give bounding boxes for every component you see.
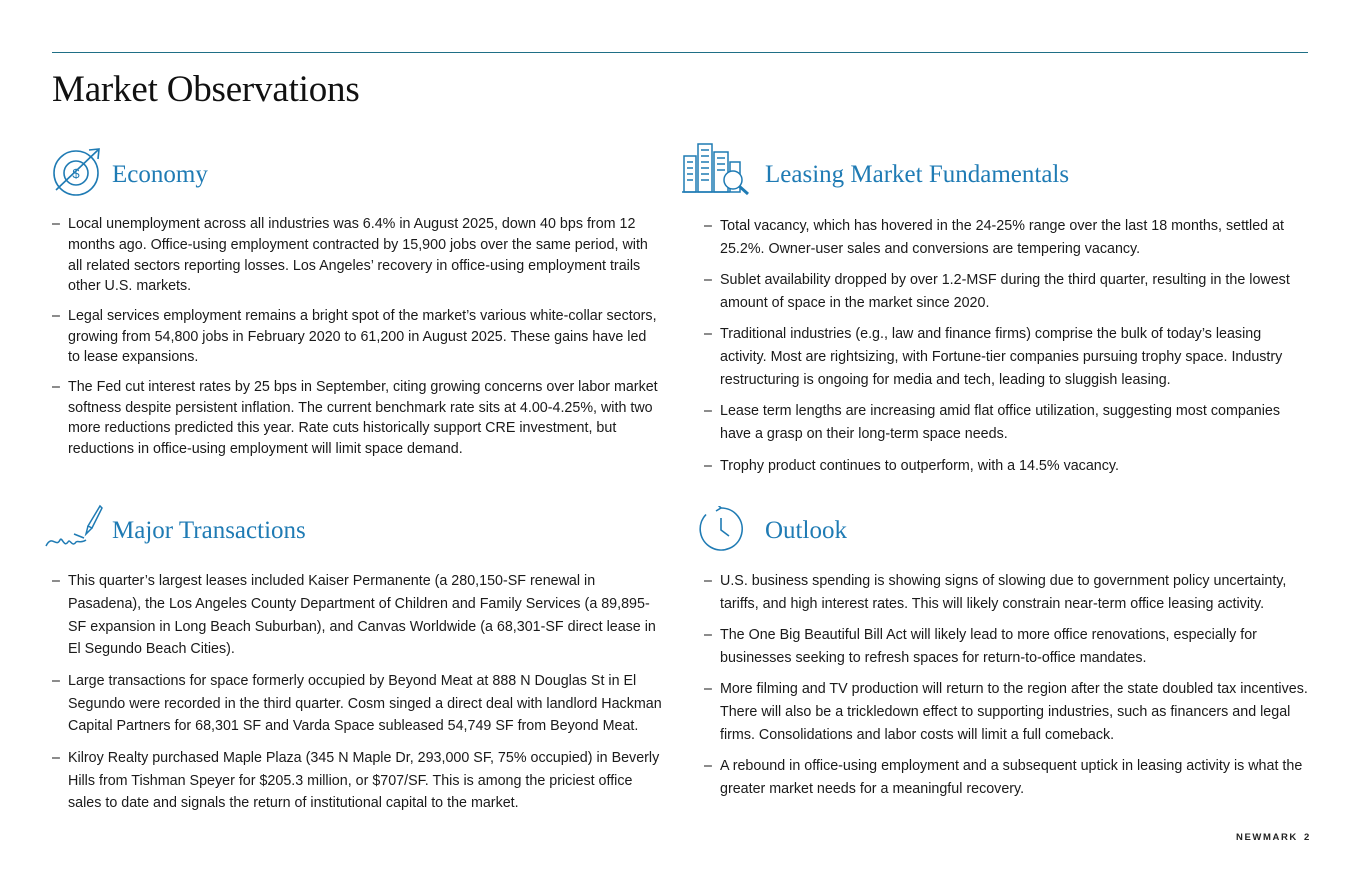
economy-bullets <box>52 214 662 460</box>
outlook-bullet-3: – More filming and TV production will return to the region after the state doubled tax incentives. There will also be a trickledown effect to supporting industries, such as financers and legal firms. Consolidations and labor costs will limit a full comeback. <box>704 678 1310 746</box>
leasing-bullet-5: – Trophy product continues to outperform, with a 14.5% vacancy. <box>704 455 1310 478</box>
svg-text:$: $ <box>72 166 80 181</box>
outlook-bullet-4: – A rebound in office-using employment and a subsequent uptick in leasing activity is what the greater market needs for a meaningful recovery. <box>704 755 1310 801</box>
economy-bullet-3: – The Fed cut interest rates by 25 bps in September, citing growing concerns over labor market softness despite persistent inflation. The current benchmark rate sits at 4.00-4.25%, with two more reductions predicted this year. Rate cuts historically support CRE investment, but reductions in office-using employment will limit space demand. <box>52 377 662 460</box>
economy-bullet-2: – Legal services employment remains a bright spot of the market’s various white-collar sectors, growing from 54,800 jobs in February 2020 to 61,200 in August 2025. These gains have led to lease expansions. <box>52 306 662 368</box>
outlook-bullet-1: – U.S. business spending is showing signs of slowing due to government policy uncertainty, tariffs, and high interest rates. This will likely constrain near-term office leasing activity. <box>704 570 1310 616</box>
buildings-search-icon <box>682 142 752 196</box>
economy-header <box>52 146 662 206</box>
transactions-header <box>52 502 662 562</box>
outlook-bullets <box>704 570 1310 801</box>
transactions-bullet-1: – This quarter’s largest leases included Kaiser Permanente (a 280,150-SF renewal in Pasadena), the Los Angeles County Department of Children and Family Services (a 89,895-SF expansion in Long Beach Suburban), and Canvas Worldwide (a 68,301-SF direct lease in El Segundo Beach Cities). <box>52 570 662 661</box>
economy-bullet-1: – Local unemployment across all industries was 6.4% in August 2025, down 40 bps from 12 months ago. Office-using employment contracted by 15,900 jobs over the same period, with all related sectors reporting losses. Los Angeles’ recovery in office-using employment trails other U.S. markets. <box>52 214 662 297</box>
leasing-bullet-2: – Sublet availability dropped by over 1.2-MSF during the third quarter, resulting in the lowest amount of space in the market since 2020. <box>704 269 1310 315</box>
signature-icon <box>44 504 104 554</box>
leasing-bullet-3: – Traditional industries (e.g., law and finance firms) comprise the bulk of today’s leasing activity. Most are rightsizing, with Fortune-tier companies pursuing trophy space. Industry restructuring is ongoing for media and tech, leading to sluggish leasing. <box>704 323 1310 391</box>
transactions-bullets <box>52 570 662 815</box>
transactions-section <box>52 502 662 815</box>
outlook-title: Outlook <box>765 517 847 544</box>
outlook-header <box>682 502 1310 562</box>
leasing-section <box>682 146 1310 477</box>
page-title: Market Observations <box>52 69 360 110</box>
leasing-bullets <box>704 215 1310 477</box>
page-number: 2 <box>1304 832 1310 843</box>
transactions-bullet-3: – Kilroy Realty purchased Maple Plaza (345 N Maple Dr, 293,000 SF, 75% occupied) in Beverly Hills from Tishman Speyer for $205.3 million, or $707/SF. This is among the priciest office sales to date and signals the return of institutional capital to the market. <box>52 747 662 815</box>
outlook-section <box>682 502 1310 801</box>
leasing-header <box>682 146 1310 206</box>
transactions-title: Major Transactions <box>112 517 306 544</box>
leasing-bullet-1: – Total vacancy, which has hovered in the 24-25% range over the last 18 months, settled at 25.2%. Owner-user sales and conversions are tempering vacancy. <box>704 215 1310 261</box>
transactions-bullet-2: – Large transactions for space formerly occupied by Beyond Meat at 888 N Douglas St in El Segundo were recorded in the third quarter. Cosm singed a direct deal with landlord Hackman Capital Partners for 68,301 SF and Varda Space subleased 54,749 SF from Beyond Meat. <box>52 670 662 738</box>
leasing-title: Leasing Market Fundamentals <box>765 161 1070 188</box>
brand-wordmark: NEWMARK <box>1236 832 1298 843</box>
leasing-bullet-4: – Lease term lengths are increasing amid flat office utilization, suggesting most companies have a grasp on their long-term space needs. <box>704 400 1310 446</box>
clock-arrow-icon <box>698 506 744 552</box>
economy-section <box>52 146 662 460</box>
top-rule <box>52 52 1308 53</box>
economy-title: Economy <box>112 161 208 188</box>
dollar-growth-icon <box>52 146 108 198</box>
outlook-bullet-2: – The One Big Beautiful Bill Act will likely lead to more office renovations, especially for businesses seeking to refresh spaces for return-to-office mandates. <box>704 624 1310 670</box>
